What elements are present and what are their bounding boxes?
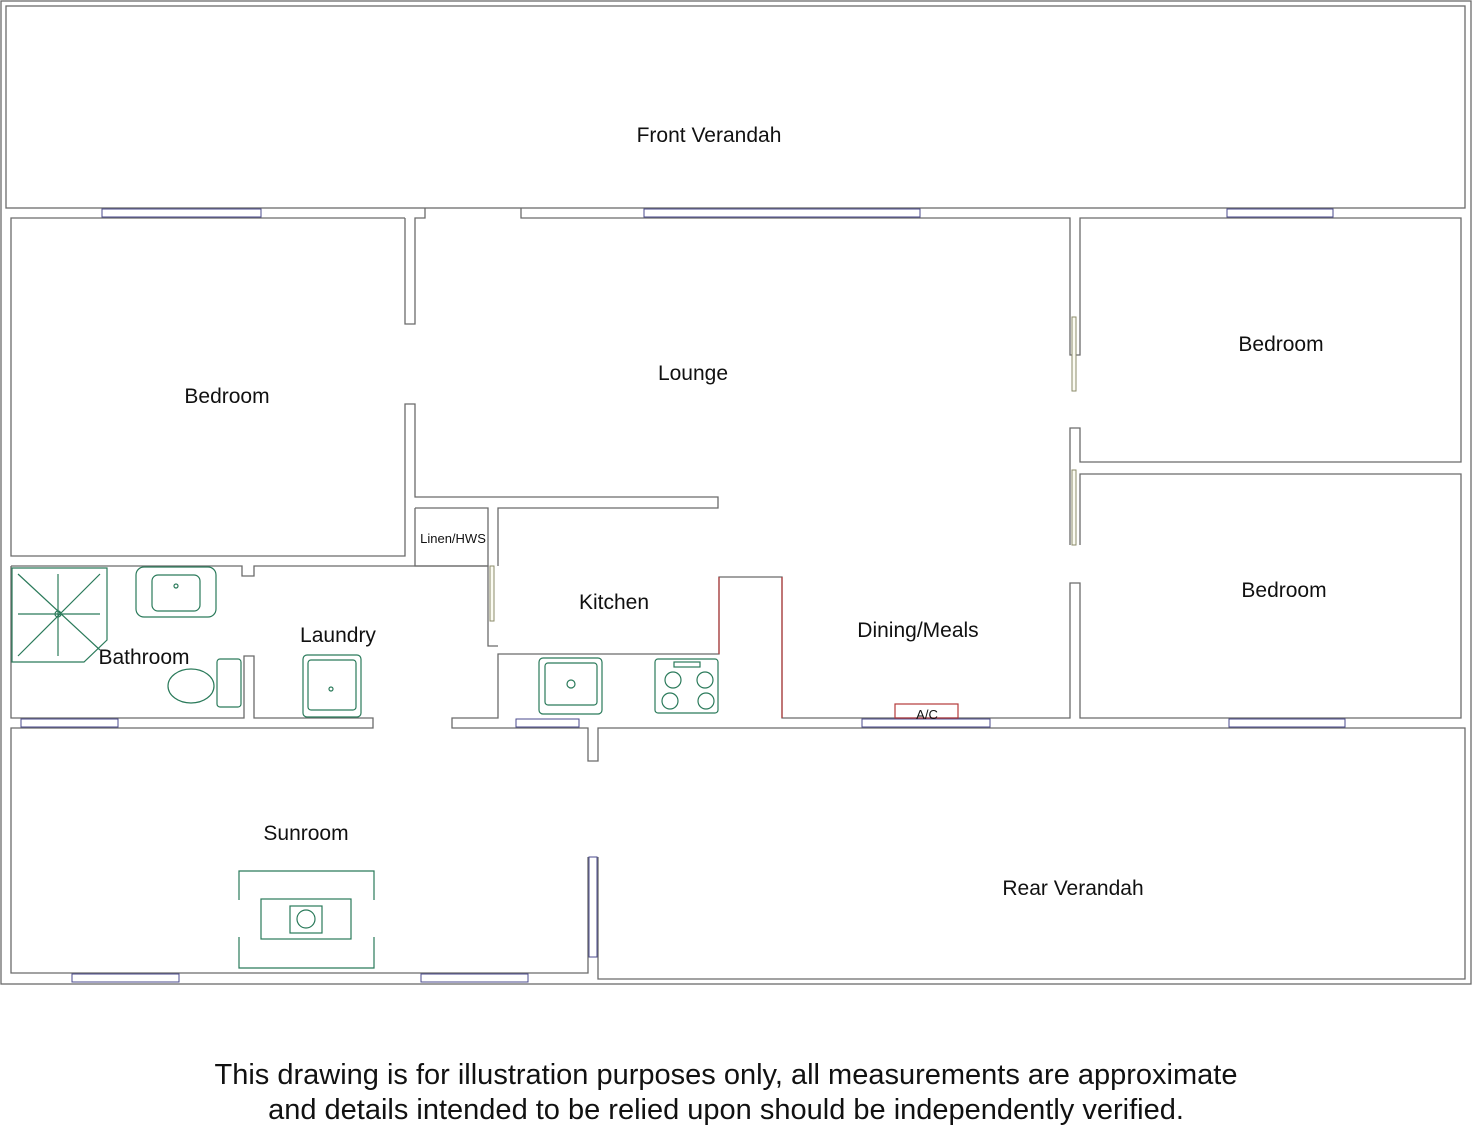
bedroom-1-walls (11, 218, 718, 566)
cooktop-knobs (674, 662, 700, 667)
bathroom-laundry-walls (11, 566, 498, 646)
shower-line (18, 574, 100, 656)
laundry-tub-inner (308, 660, 356, 710)
cooktop-burner (665, 672, 681, 688)
cooktop-burner (698, 693, 714, 709)
window (516, 719, 579, 727)
door (490, 566, 494, 621)
lounge-wall-left (405, 208, 425, 324)
linen-label: Linen/HWS (420, 531, 486, 546)
window (1227, 209, 1333, 217)
disclaimer-line-1: This drawing is for illustration purposes only, all measurements are approximate (214, 1059, 1238, 1091)
window (72, 974, 179, 982)
basin-drain (174, 584, 178, 588)
kitchen-label: Kitchen (578, 591, 650, 614)
door (1072, 317, 1076, 391)
kitchen-sink-drain (567, 680, 575, 688)
window (21, 719, 118, 727)
basin-inner (152, 575, 200, 611)
sunroom-label: Sunroom (263, 822, 349, 845)
toilet-cistern (217, 659, 241, 707)
bedroom-3-label: Bedroom (1241, 579, 1327, 602)
laundry-drain (329, 687, 333, 691)
window (644, 209, 920, 217)
bathroom-label: Bathroom (98, 646, 190, 669)
cooktop-burner (697, 672, 713, 688)
bedroom-1-label: Bedroom (184, 385, 270, 408)
disclaimer-line-2: and details intended to be relied upon should be independently verified. (268, 1094, 1184, 1126)
heater-hearth (239, 871, 374, 900)
disclaimer (0, 1058, 1452, 1128)
outer-boundary (1, 1, 1471, 984)
window (421, 974, 528, 982)
rear-verandah-label: Rear Verandah (1002, 877, 1144, 900)
heater-flue (297, 910, 315, 928)
lounge-label: Lounge (657, 362, 729, 385)
toilet-bowl (168, 669, 214, 703)
door (1072, 470, 1076, 545)
front-verandah-label: Front Verandah (636, 124, 782, 147)
ac-label: A/C (916, 707, 938, 722)
window (589, 857, 597, 957)
front-verandah-area (6, 6, 1465, 208)
window (1229, 719, 1345, 727)
bedroom-2-label: Bedroom (1238, 333, 1324, 356)
laundry-tub (303, 655, 361, 717)
kitchen-sink-inner (545, 663, 597, 705)
shower-line (18, 574, 100, 650)
heater-hearth-bottom (239, 937, 374, 968)
laundry-label: Laundry (300, 624, 376, 647)
cooktop-burner (662, 693, 678, 709)
dining-label: Dining/Meals (857, 619, 979, 642)
window (102, 209, 261, 217)
